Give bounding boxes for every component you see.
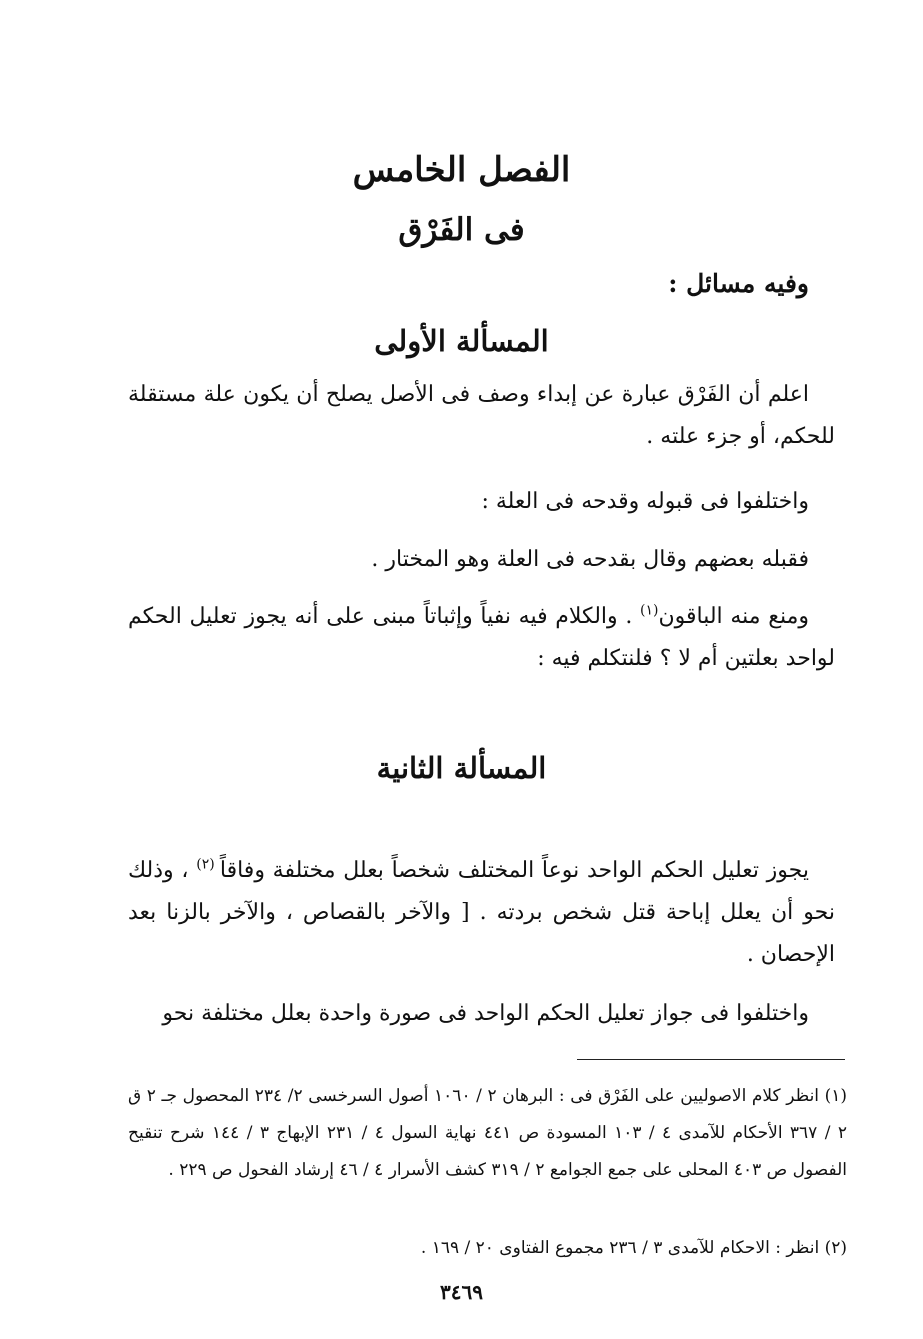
section-1-paragraph-2-text: واختلفوا فى قبوله وقدحه فى العلة : bbox=[481, 489, 809, 514]
chapter-title: الفصل الخامس bbox=[352, 150, 571, 190]
intro-line: وفيه مسائل : bbox=[668, 269, 809, 298]
section-2-title: المسألة الثانية bbox=[376, 751, 547, 785]
footnote-ref-2: (٢) bbox=[196, 856, 220, 873]
footnote-ref-1: (١) bbox=[640, 602, 659, 619]
section-2-paragraph-1-text-a: يجوز تعليل الحكم الواحد نوعاً المختلف شخصاً بعلل مختلفة وفاقاً bbox=[219, 858, 809, 883]
page-number: ٣٤٦٩ bbox=[440, 1280, 483, 1304]
section-1-paragraph-4-text-b: . والكلام فيه نفياً وإثباتاً مبنى على أنه يجوز تعليل الحكم لواحد بعلتين أم لا ؟ فلنتكلم فيه : bbox=[128, 604, 835, 671]
section-1-paragraph-1 bbox=[128, 374, 835, 458]
footnote-separator bbox=[577, 1059, 845, 1060]
section-1-paragraph-4-text-a: ومنع منه الباقون bbox=[658, 604, 809, 629]
section-1-title: المسألة الأولى bbox=[374, 324, 549, 358]
section-1-paragraph-2 bbox=[128, 481, 835, 523]
section-2-paragraph-2-text: واختلفوا فى جواز تعليل الحكم الواحد فى صورة واحدة بعلل مختلفة نحو bbox=[162, 1001, 809, 1026]
section-1-paragraph-1-text: اعلم أن الفَرْق عبارة عن إبداء وصف فى الأصل يصلح أن يكون علة مستقلة للحكم، أو جزء علته . bbox=[128, 382, 835, 449]
section-1-paragraph-3-text: فقبله بعضهم وقال بقدحه فى العلة وهو المختار . bbox=[371, 547, 809, 572]
footnote-1: (١) انظر كلام الاصوليين على الفَرْق فى : البرهان ٢ / ١٠٦٠ أصول السرخسى ٢/ ٢٣٤ المحصول جـ ٢ ق ٢ / ٣٦٧ الأحكام للآمدى ٤ / ١٠٣ المسودة ص ٤٤١ نهاية السول ٤ / ٢٣١ الإبهاج ٣ / ١٤٤ شرح تنقيح الفصول ص ٤٠٣ المحلى على جمع الجوامع ٢ / ٣١٩ كشف الأسرار ٤ / ٤٦ إرشاد الفحول ص ٢٢٩ . bbox=[128, 1086, 848, 1180]
chapter-subtitle: فى الفَرْق bbox=[398, 212, 525, 248]
section-1-paragraph-4 bbox=[128, 596, 835, 680]
footnote-2: (٢) انظر : الاحكام للآمدى ٣ / ٢٣٦ مجموع الفتاوى ٢٠ / ١٦٩ . bbox=[420, 1238, 847, 1258]
section-1-paragraph-3 bbox=[128, 539, 835, 581]
section-2-paragraph-1 bbox=[128, 850, 835, 976]
section-2-paragraph-1-text-b: ، وذلك نحو أن يعلل إباحة قتل شخص بردته . [ والآخر بالقصاص ، والآخر بالزنا بعد الإحصان . bbox=[128, 858, 835, 967]
section-2-paragraph-2 bbox=[128, 993, 835, 1035]
